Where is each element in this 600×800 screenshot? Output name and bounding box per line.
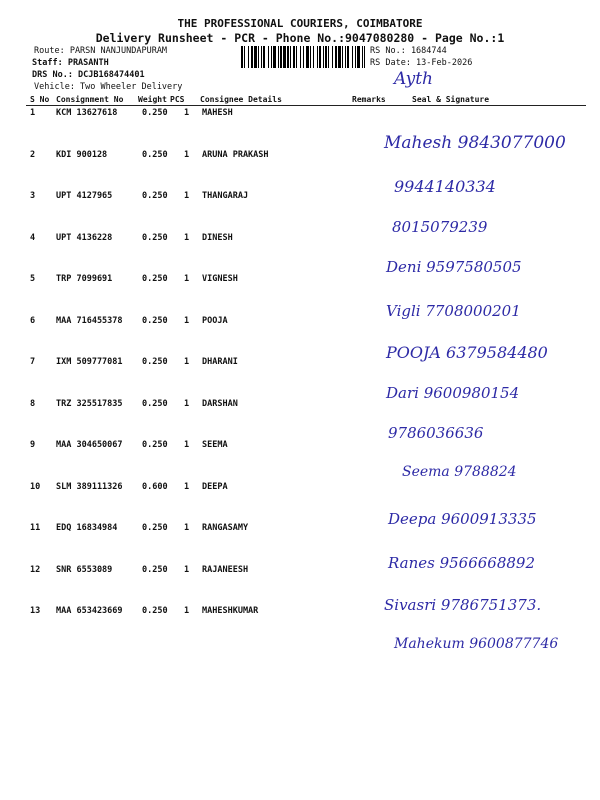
col-remarks: Remarks (352, 95, 386, 104)
signature-text: Mahesh 9843077000 (384, 133, 566, 153)
row-consignment-no: SNR 6553089 (56, 564, 113, 575)
signature-text: Deepa 9600913335 (388, 510, 537, 528)
row-pcs: 1 (184, 274, 190, 284)
row-pcs: 1 (184, 440, 190, 450)
signature-text: Dari 9600980154 (386, 384, 520, 402)
row-consignee: RANGASAMY (202, 523, 249, 533)
signature-text: Ranes 9566668892 (388, 554, 536, 572)
row-sno: 4 (30, 232, 36, 243)
header-divider (26, 105, 586, 106)
row-signature (390, 622, 600, 672)
row-consignee: VIGNESH (202, 274, 238, 284)
runsheet-subtitle: Delivery Runsheet - PCR - Phone No.:9047080280 - Page No.:1 (95, 31, 505, 45)
row-sno: 10 (30, 481, 41, 492)
row-pcs: 1 (184, 606, 190, 616)
row-consignee: MAHESH (202, 108, 233, 118)
col-consignee: Consignee Details (200, 95, 282, 104)
route-label: Route: PARSN NANJUNDAPURAM (34, 46, 168, 56)
row-weight: 0.250 (142, 523, 168, 533)
row-consignment-no: UPT 4136228 (56, 232, 113, 243)
company-title: THE PROFESSIONAL COURIERS, COIMBATORE (177, 17, 423, 30)
signature-text: 8015079239 (392, 218, 488, 236)
row-sno: 3 (30, 191, 36, 201)
row-signature (384, 498, 594, 548)
col-sno: S No (30, 95, 50, 104)
row-sno: 2 (30, 149, 36, 160)
row-consignee: MAHESHKUMAR (202, 606, 259, 616)
row-consignment-no: EDQ 16834984 (56, 523, 118, 533)
row-consignment-no: KCM 13627618 (56, 108, 118, 118)
row-weight: 0.250 (142, 564, 168, 575)
col-weight: Weight (138, 95, 167, 104)
row-consignment-no: SLM 389111326 (56, 481, 123, 492)
row-consignee: DARSHAN (202, 398, 238, 409)
row-consignment-no: TRP 7099691 (56, 274, 113, 284)
row-weight: 0.600 (142, 481, 168, 492)
signature-text: 9944140334 (394, 177, 496, 196)
row-sno: 13 (30, 606, 41, 616)
row-weight: 0.250 (142, 232, 168, 243)
top-signature (392, 64, 452, 92)
row-pcs: 1 (184, 564, 190, 575)
row-consignment-no: IXM 509777081 (56, 357, 123, 367)
row-consignment-no: MAA 653423669 (56, 606, 123, 616)
row-pcs: 1 (184, 191, 190, 201)
row-weight: 0.250 (142, 191, 168, 201)
row-sno: 12 (30, 564, 41, 575)
row-pcs: 1 (184, 523, 190, 533)
row-sno: 7 (30, 357, 36, 367)
col-pcs: PCS (170, 95, 185, 104)
row-sno: 9 (30, 440, 36, 450)
barcode (241, 46, 365, 68)
row-weight: 0.250 (142, 274, 168, 284)
row-weight: 0.250 (142, 606, 168, 616)
drs-number: DRS No.: DCJB168474401 (32, 70, 145, 80)
row-sno: 8 (30, 398, 36, 409)
signature-text: Seema 9788824 (402, 464, 517, 480)
row-signature (380, 122, 590, 172)
row-consignment-no: MAA 304650067 (56, 440, 123, 450)
row-sno: 6 (30, 315, 36, 326)
col-consignment: Consignment No (56, 95, 124, 104)
staff-label: Staff: PRASANTH (32, 58, 109, 68)
row-consignee: DEEPA (202, 481, 228, 492)
row-pcs: 1 (184, 398, 190, 409)
row-weight: 0.250 (142, 108, 168, 118)
row-sno: 5 (30, 274, 36, 284)
row-consignment-no: UPT 4127965 (56, 191, 113, 201)
signature-text: 9786036636 (388, 424, 484, 442)
signature-text: Vigli 7708000201 (386, 302, 521, 320)
row-consignee: SEEMA (202, 440, 228, 450)
row-pcs: 1 (184, 481, 190, 492)
row-signature (382, 246, 592, 296)
row-consignee: DINESH (202, 232, 233, 243)
row-consignee: DHARANI (202, 357, 238, 367)
row-weight: 0.250 (142, 357, 168, 367)
row-consignee: POOJA (202, 315, 228, 326)
signature-text: Deni 9597580505 (386, 258, 522, 276)
rs-date: RS Date: 13-Feb-2026 (370, 58, 473, 68)
row-weight: 0.250 (142, 440, 168, 450)
row-pcs: 1 (184, 357, 190, 367)
row-weight: 0.250 (142, 149, 168, 160)
signature-text: Mahekum 9600877746 (394, 636, 559, 652)
row-sno: 11 (30, 523, 41, 533)
row-consignee: ARUNA PRAKASH (202, 149, 269, 160)
vehicle-label: Vehicle: Two Wheeler Delivery (34, 82, 183, 92)
rs-number: RS No.: 1684744 (370, 46, 447, 56)
row-pcs: 1 (184, 232, 190, 243)
row-consignment-no: MAA 716455378 (56, 315, 123, 326)
row-consignment-no: KDI 900128 (56, 149, 108, 160)
row-pcs: 1 (184, 315, 190, 326)
row-consignee: THANGARAJ (202, 191, 249, 201)
row-consignee: RAJANEESH (202, 564, 249, 575)
signature-text: POOJA 6379584480 (386, 343, 548, 362)
row-pcs: 1 (184, 108, 190, 118)
row-signature (398, 450, 600, 500)
row-consignment-no: TRZ 325517835 (56, 398, 123, 409)
row-weight: 0.250 (142, 398, 168, 409)
row-pcs: 1 (184, 149, 190, 160)
row-sno: 1 (30, 108, 36, 118)
svg-text:Ayth: Ayth (394, 69, 433, 89)
signature-text: Sivasri 9786751373. (384, 596, 542, 614)
row-weight: 0.250 (142, 315, 168, 326)
col-signature: Seal & Signature (412, 95, 490, 104)
